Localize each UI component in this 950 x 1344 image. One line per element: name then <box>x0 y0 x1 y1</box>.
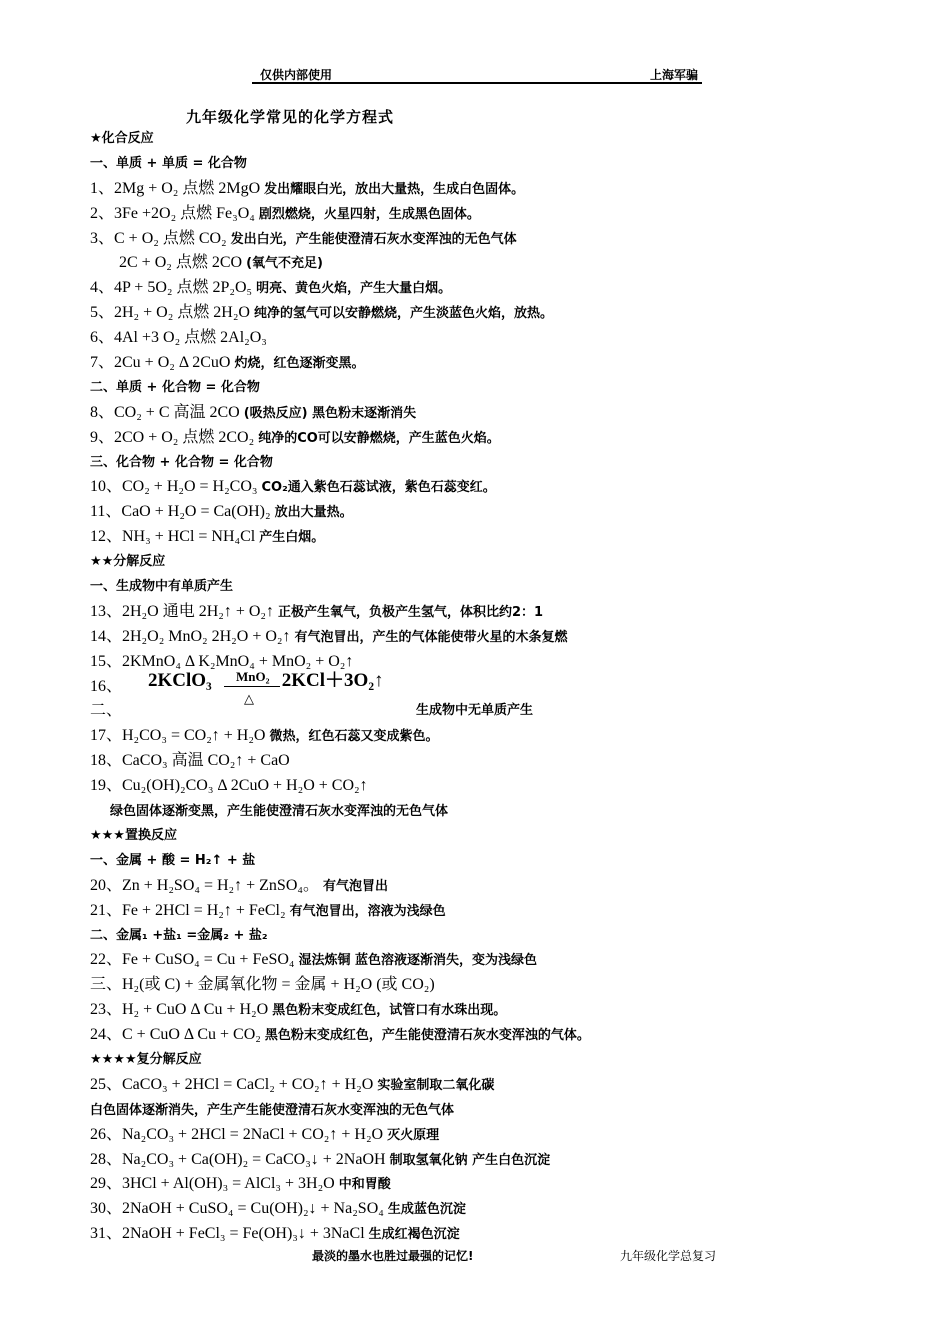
equation-image <box>148 668 384 706</box>
line-item <box>90 376 930 401</box>
equation-formula: 17、H₂CO₃ = CO₂↑ + H₂O <box>90 727 266 745</box>
equation-formula: 6、4Al +3 O₂ 点燃 2Al₂O₃ <box>90 329 267 347</box>
equation-note: 发出耀眼白光，放出大量热，生成白色固体。 <box>264 181 525 197</box>
line-item <box>90 849 930 874</box>
section-heading: ★★★置换反应 <box>90 827 177 843</box>
line-item <box>90 177 930 202</box>
equation-formula: 10、CO₂ + H₂O = H₂CO₃ <box>90 478 258 496</box>
equation-note: 产生白烟。 <box>259 530 325 546</box>
line-item <box>90 1222 930 1247</box>
line-item <box>90 1098 930 1123</box>
equation-formula: 5、2H₂ + O₂ 点燃 2H₂O <box>90 304 250 322</box>
page-header <box>252 66 702 84</box>
catalyst-label: MnO₂ <box>236 668 270 684</box>
equation-formula: 21、Fe + 2HCl = H₂↑ + FeCl₂ <box>90 901 286 919</box>
equation-note: 白色固体逐渐消失，产生产生能使澄清石灰水变浑浊的无色气体 <box>90 1102 455 1118</box>
line-item <box>90 874 930 899</box>
equation-note: (吸热反应) 黑色粉末逐渐消失 <box>243 405 417 421</box>
line-item <box>90 525 930 550</box>
line-item <box>90 668 930 706</box>
line-item <box>90 749 930 774</box>
equation-note: 发出白光，产生能使澄清石灰水变浑浊的无色气体 <box>230 231 517 247</box>
equation-formula: 15、2KMnO₄ Δ K₂MnO₄ + MnO₂ + O₂↑ <box>90 652 354 670</box>
equation-formula: 23、H₂ + CuO Δ Cu + H₂O <box>90 1001 269 1019</box>
equation-note: 剧烈燃烧，火星四射，生成黑色固体。 <box>258 206 480 222</box>
footer-right: 九年级化学总复习 <box>620 1249 717 1263</box>
equation-note: 有气泡冒出，产生的气体能使带火星的木条复燃 <box>294 629 568 645</box>
line-item <box>90 1073 930 1098</box>
section-heading: ★★分解反应 <box>90 554 166 570</box>
line-item <box>90 799 930 824</box>
equation-formula: 26、Na₂CO₃ + 2HCl = 2NaCl + CO₂↑ + H₂O <box>90 1125 384 1143</box>
equation-number: 16、 <box>90 677 123 695</box>
equation-formula: 8、CO₂ + C 高温 2CO <box>90 403 240 421</box>
equation-note: 制取氢氧化钠 产生白色沉淀 <box>389 1152 551 1168</box>
line-item <box>90 774 930 799</box>
section-heading: 二、单质 + 化合物 = 化合物 <box>90 379 260 395</box>
equation-formula: 9、2CO + O₂ 点燃 2CO₂ <box>90 428 255 446</box>
equation-formula: 2、3Fe +2O₂ 点燃 Fe₃O₄ <box>90 204 255 222</box>
line-item <box>90 401 930 426</box>
section-heading: 一、金属 + 酸 = H₂↑ + 盐 <box>90 852 256 868</box>
line-item <box>90 475 930 500</box>
line-item <box>90 998 930 1023</box>
equation-note: 灭火原理 <box>387 1127 440 1143</box>
equation-formula: 1、2Mg + O₂ 点燃 2MgO <box>90 179 261 197</box>
line-item <box>90 973 930 998</box>
equation-formula: 19、Cu₂(OH)₂CO₃ Δ 2CuO + H₂O + CO₂↑ <box>90 777 368 795</box>
equation-formula: 28、Na₂CO₃ + Ca(OH)₂ = CaCO₃↓ + 2NaOH <box>90 1150 386 1168</box>
equation-formula: 24、C + CuO Δ Cu + CO₂ <box>90 1026 261 1044</box>
line-item <box>90 575 930 600</box>
line-item <box>90 451 930 476</box>
equation-note: 绿色固体逐渐变黑，产生能使澄清石灰水变浑浊的无色气体 <box>110 804 449 820</box>
equation-formula: 13、2H₂O 通电 2H₂↑ + O₂↑ <box>90 602 274 620</box>
line-item <box>90 824 930 849</box>
page-title: 九年级化学常见的化学方程式 <box>186 108 395 126</box>
equation-list <box>90 127 930 1247</box>
equation-note: 有气泡冒出，溶液为浅绿色 <box>289 903 446 919</box>
line-item <box>90 1123 930 1148</box>
line-item <box>90 1148 930 1173</box>
line-item <box>90 924 930 949</box>
section-heading: ★★★★复分解反应 <box>90 1051 202 1067</box>
equation-note: 微热，红色石蕊又变成紫色。 <box>269 729 439 745</box>
line-item <box>90 351 930 376</box>
line-item <box>90 276 930 301</box>
equation-note: 有气泡冒出 <box>322 878 388 894</box>
equation-formula: 12、NH₃ + HCl = NH₄Cl <box>90 528 256 546</box>
line-item <box>90 600 930 625</box>
equation-formula: 20、Zn + H₂SO₄ = H₂↑ + ZnSO₄。 <box>90 876 319 894</box>
equation-note: CO₂通入紫色石蕊试液，紫色石蕊变红。 <box>261 480 496 496</box>
line-item <box>90 550 930 575</box>
equation-note: 正极产生氧气，负极产生氢气，体积比约2：1 <box>277 604 544 620</box>
line-item <box>90 127 930 152</box>
equation-formula: 22、Fe + CuSO₄ = Cu + FeSO₄ <box>90 951 295 969</box>
line-item <box>90 699 930 724</box>
header-right: 上海军骗 <box>649 68 698 82</box>
line-item <box>90 724 930 749</box>
line-item <box>90 1172 930 1197</box>
equation-formula: 4、4P + 5O₂ 点燃 2P₂O₅ <box>90 279 253 297</box>
equation-formula: 11、CaO + H₂O = Ca(OH)₂ <box>90 503 271 521</box>
line-item <box>90 152 930 177</box>
equation-note: 灼烧，红色逐渐变黑。 <box>234 356 365 372</box>
equation-formula: 30、2NaOH + CuSO₄ = Cu(OH)₂↓ + Na₂SO₄ <box>90 1200 384 1218</box>
line-item <box>90 326 930 351</box>
equation-formula: 18、CaCO₃ 高温 CO₂↑ + CaO <box>90 752 290 770</box>
footer-left: 最淡的墨水也胜过最强的记忆! <box>312 1249 474 1263</box>
equation-formula: 3、C + O₂ 点燃 CO₂ <box>90 229 227 247</box>
line-item <box>90 1048 930 1073</box>
equation-note: 纯净的氢气可以安静燃烧，产生淡蓝色火焰，放热。 <box>253 306 553 322</box>
equation-formula: 14、2H₂O₂ MnO₂ 2H₂O + O₂↑ <box>90 627 291 645</box>
equation-note: 黑色粉末变成红色，试管口有水珠出现。 <box>272 1003 507 1019</box>
equation-formula: 三、H₂(或 C) + 金属氧化物 = 金属 + H₂O (或 CO₂) <box>90 976 435 994</box>
equation-note: 实验室制取二氧化碳 <box>377 1077 495 1093</box>
equation-note: 明亮、黄色火焰，产生大量白烟。 <box>256 281 452 297</box>
line-item <box>90 227 930 252</box>
equation-note: 湿法炼铜 蓝色溶液逐渐消失，变为浅绿色 <box>298 953 538 969</box>
line-item <box>90 1023 930 1048</box>
equation-formula: 二、 <box>90 702 123 720</box>
equation-note: 中和胃酸 <box>338 1177 391 1193</box>
line-item <box>90 251 930 276</box>
equation-note: (氧气不充足) <box>246 256 323 272</box>
equation-note: 生成红褐色沉淀 <box>368 1227 460 1243</box>
equation-formula: 31、2NaOH + FeCl₃ = Fe(OH)₃↓ + 3NaCl <box>90 1225 365 1243</box>
equation-formula: 29、3HCl + Al(OH)₃ = AlCl₃ + 3H₂O <box>90 1175 335 1193</box>
reactant: 2KClO₃ <box>148 669 212 691</box>
product: 2KCl＋3O₂↑ <box>281 669 384 691</box>
line-item <box>90 1197 930 1222</box>
section-heading: 一、单质 + 单质 = 化合物 <box>90 155 247 171</box>
equation-note: 生成物中无单质产生 <box>416 703 534 719</box>
section-heading: ★化合反应 <box>90 131 154 146</box>
equation-note: 放出大量热。 <box>274 505 353 521</box>
section-heading: 一、生成物中有单质产生 <box>90 579 234 595</box>
line-item <box>90 301 930 326</box>
header-left: 仅供内部使用 <box>260 68 333 82</box>
line-item <box>90 500 930 525</box>
line-item <box>90 202 930 227</box>
equation-formula: 7、2Cu + O₂ Δ 2CuO <box>90 354 231 372</box>
line-item <box>90 948 930 973</box>
line-item <box>90 426 930 451</box>
equation-note: 生成蓝色沉淀 <box>387 1202 466 1218</box>
heat-symbol: △ <box>244 690 254 706</box>
equation-note: 黑色粉末变成红色，产生能使澄清石灰水变浑浊的气体。 <box>264 1028 590 1044</box>
line-item <box>90 625 930 650</box>
equation-formula: 25、CaCO₃ + 2HCl = CaCl₂ + CO₂↑ + H₂O <box>90 1075 374 1093</box>
equation-formula: 2C + O₂ 点燃 2CO <box>119 254 243 272</box>
section-heading: 三、化合物 + 化合物 = 化合物 <box>90 454 273 470</box>
equation-note: 纯净的CO可以安静燃烧，产生蓝色火焰。 <box>258 430 500 446</box>
line-item <box>90 899 930 924</box>
section-heading: 二、金属₁ +盐₁ =金属₂ + 盐₂ <box>90 927 268 943</box>
